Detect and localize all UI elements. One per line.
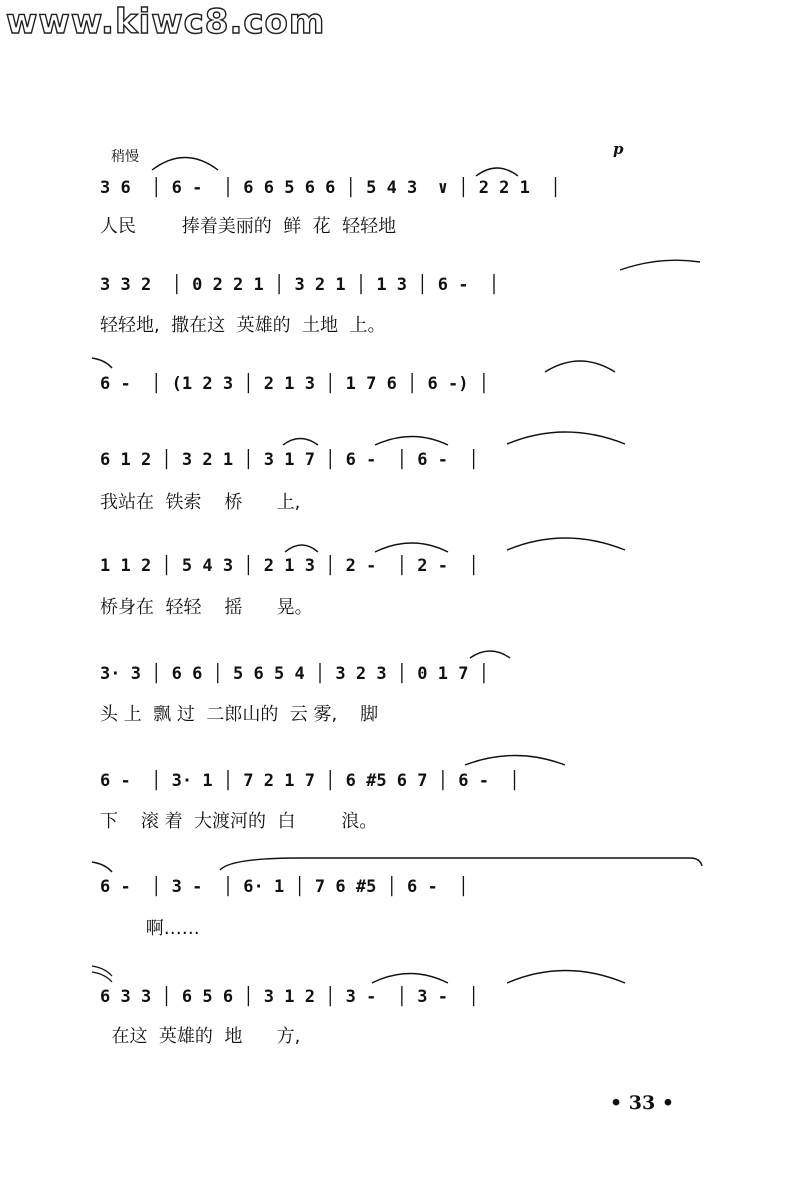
- score-line-1-lyrics: 人民 捧着美丽的 鲜 花 轻轻地: [100, 216, 397, 237]
- score-line-8-lyrics: 啊……: [100, 918, 200, 939]
- score-line-6-lyrics: 头 上 飘 过 二郎山的 云 雾, 脚: [100, 704, 379, 725]
- slur-1: [152, 158, 218, 171]
- score-line-8-notes: 6 - │ 3 - │ 6· 1 │ 7 6 #5 │ 6 - │: [100, 877, 469, 897]
- score-line-6-notes: 3· 3 │ 6 6 │ 5 6 5 4 │ 3 2 3 │ 0 1 7 │: [100, 664, 489, 684]
- slur-2: [476, 168, 518, 176]
- score-line-4-notes: 6 1 2 │ 3 2 1 │ 3 1 7 │ 6 - │ 6 - │: [100, 450, 479, 470]
- dynamic-mark: p: [613, 140, 624, 158]
- score-line-1-notes: 3 6 │ 6 - │ 6 6 5 6 6 │ 5 4 3 ∨ │ 2 2 1 │: [100, 178, 561, 198]
- slur-13: [465, 756, 565, 766]
- slur-4: [92, 358, 112, 368]
- score-line-3-notes: 6 - │ (1 2 3 │ 2 1 3 │ 1 7 6 │ 6 -) │: [100, 374, 489, 394]
- slur-12: [470, 651, 510, 658]
- slur-15: [220, 858, 702, 870]
- score-line-9-notes: 6 3 3 │ 6 5 6 │ 3 1 2 │ 3 - │ 3 - │: [100, 987, 479, 1007]
- slur-3: [620, 260, 700, 270]
- slur-8: [507, 432, 625, 444]
- score-line-2-lyrics: 轻轻地, 撒在这 英雄的 土地 上。: [100, 315, 386, 336]
- slur-6: [283, 439, 318, 446]
- slur-19: [507, 971, 625, 984]
- slur-11: [507, 538, 625, 550]
- tempo-mark: 稍慢: [111, 149, 139, 165]
- slur-14: [92, 862, 112, 872]
- slur-10: [375, 543, 448, 552]
- score-line-5-notes: 1 1 2 │ 5 4 3 │ 2 1 3 │ 2 - │ 2 - │: [100, 556, 479, 576]
- score-line-2-notes: 3 3 2 │ 0 2 2 1 │ 3 2 1 │ 1 3 │ 6 - │: [100, 275, 500, 295]
- score-line-9-lyrics: 在这 英雄的 地 方,: [100, 1026, 301, 1047]
- score-line-7-notes: 6 - │ 3· 1 │ 7 2 1 7 │ 6 #5 6 7 │ 6 - │: [100, 771, 520, 791]
- score-line-7-lyrics: 下 滚 着 大渡河的 白 浪。: [100, 811, 378, 832]
- slur-7: [375, 437, 448, 446]
- score-line-5-lyrics: 桥身在 轻轻 摇 晃。: [100, 597, 313, 618]
- watermark-text: www.kiwc8.com: [6, 2, 326, 42]
- score-line-4-lyrics: 我站在 铁索 桥 上,: [100, 492, 301, 513]
- page-number: • 33 •: [610, 1092, 674, 1114]
- slur-18: [372, 974, 448, 984]
- slur-5: [545, 361, 615, 372]
- slur-9: [285, 545, 318, 552]
